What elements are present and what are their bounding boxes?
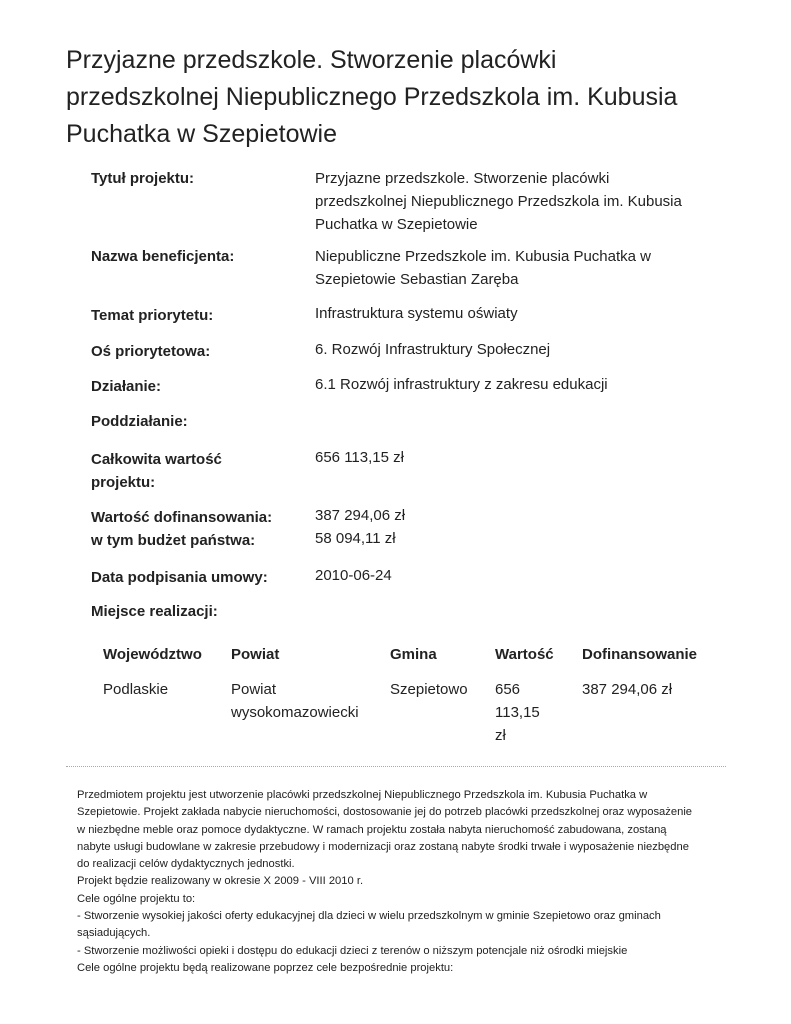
page-title	[66, 42, 746, 153]
field-label: Tytuł projektu:	[91, 170, 195, 187]
table-cell-line: Powiat	[231, 681, 277, 698]
field-value	[315, 167, 715, 236]
page-title-line: przedszkolnej Niepublicznego Przedszkola im. Kubusia	[66, 83, 678, 111]
field-value-line: Szepietowie Sebastian Zaręba	[315, 271, 519, 288]
description-line: w niezbędne meble oraz pomoce dydaktyczne. W ramach projektu została nabyta nieruchomość zabudowana, zostaną	[77, 823, 667, 836]
field-value: 2010-06-24	[315, 567, 392, 584]
table-header-cell: Powiat	[231, 646, 280, 663]
table-header-cell: Gmina	[390, 646, 437, 663]
dotted-divider	[66, 766, 726, 767]
description-line: Cele ogólne projektu to:	[77, 892, 196, 905]
table-cell-line: zł	[495, 727, 506, 744]
table-cell-line: 113,15	[495, 704, 540, 721]
table-header-cell: Wartość	[495, 646, 554, 663]
field-label: Oś priorytetowa:	[91, 343, 211, 360]
field-value: Infrastruktura systemu oświaty	[315, 305, 518, 322]
field-value-line: Przyjazne przedszkole. Stworzenie placówki	[315, 170, 610, 187]
description-line: - Stworzenie wysokiej jakości oferty edukacyjnej dla dzieci w wielu przedszkolnym w gminie Szepietowo oraz gminach	[77, 910, 661, 923]
field-label	[91, 448, 306, 494]
field-value-line: przedszkolnej Niepublicznego Przedszkola im. Kubusia	[315, 193, 682, 210]
field-label: Temat priorytetu:	[91, 307, 214, 324]
description-line: nabyte usługi budowlane w zakresie przebudowy i modernizacji oraz zostaną nabyte środki trwałe i wyposażenie niezbędne	[77, 840, 689, 853]
field-label-line: w tym budżet państwa:	[91, 532, 256, 549]
table-cell	[231, 678, 359, 724]
field-value: 6.1 Rozwój infrastruktury z zakresu edukacji	[315, 376, 608, 393]
description-line: Przedmiotem projektu jest utworzenie placówki przedszkolnej Niepublicznego Przedszkola im. Kubusia Puchatka w	[77, 789, 648, 801]
table-cell: 387 294,06 zł	[582, 681, 673, 698]
field-value	[315, 245, 715, 291]
description-line: sąsiadujących.	[77, 927, 151, 940]
field-label: Poddziałanie:	[91, 413, 188, 430]
field-label: Data podpisania umowy:	[91, 569, 268, 586]
field-label: Nazwa beneficjenta:	[91, 248, 235, 265]
table-cell-line: 656	[495, 681, 521, 698]
page-title-line: Przyjazne przedszkole. Stworzenie placówki	[66, 46, 557, 74]
description-line: Projekt będzie realizowany w okresie X 2009 - VIII 2010 r.	[77, 875, 364, 888]
table-cell-line: wysokomazowiecki	[231, 704, 359, 721]
field-label-line: projektu:	[91, 474, 156, 491]
table-cell	[495, 678, 540, 747]
field-value: 6. Rozwój Infrastruktury Społecznej	[315, 341, 551, 358]
description-line: Cele ogólne projektu będą realizowane poprzez cele bezpośrednie projektu:	[77, 961, 454, 974]
field-value	[315, 504, 715, 550]
field-value-line: Niepubliczne Przedszkole im. Kubusia Puchatka w	[315, 248, 651, 265]
description-line: Szepietowie. Projekt zakłada nabycie nieruchomości, dostosowanie jej do potrzeb placówki przedszkolnej oraz wyposażenie	[77, 806, 693, 819]
field-value-line: 387 294,06 zł	[315, 507, 406, 524]
page-title-line: Puchatka w Szepietowie	[66, 120, 337, 148]
description-line: - Stworzenie możliwości opieki i dostępu do edukacji dzieci z terenów o niższym potencjale niż ośrodki miejskie	[77, 944, 628, 957]
table-header-cell: Województwo	[103, 646, 202, 663]
field-value-line: 58 094,11 zł	[315, 530, 396, 547]
field-label	[91, 506, 306, 552]
field-value: 656 113,15 zł	[315, 449, 404, 466]
field-label: Działanie:	[91, 378, 162, 395]
field-label-line: Wartość dofinansowania:	[91, 509, 273, 526]
table-cell: Szepietowo	[390, 681, 468, 698]
field-label-line: Całkowita wartość	[91, 451, 222, 468]
project-description	[77, 787, 725, 977]
field-value-line: Puchatka w Szepietowie	[315, 216, 478, 233]
table-cell: Podlaskie	[103, 681, 169, 698]
description-line: do realizacji celów dydaktycznych jednostki.	[77, 858, 295, 871]
table-header-cell: Dofinansowanie	[582, 646, 698, 663]
field-label: Miejsce realizacji:	[91, 603, 218, 620]
